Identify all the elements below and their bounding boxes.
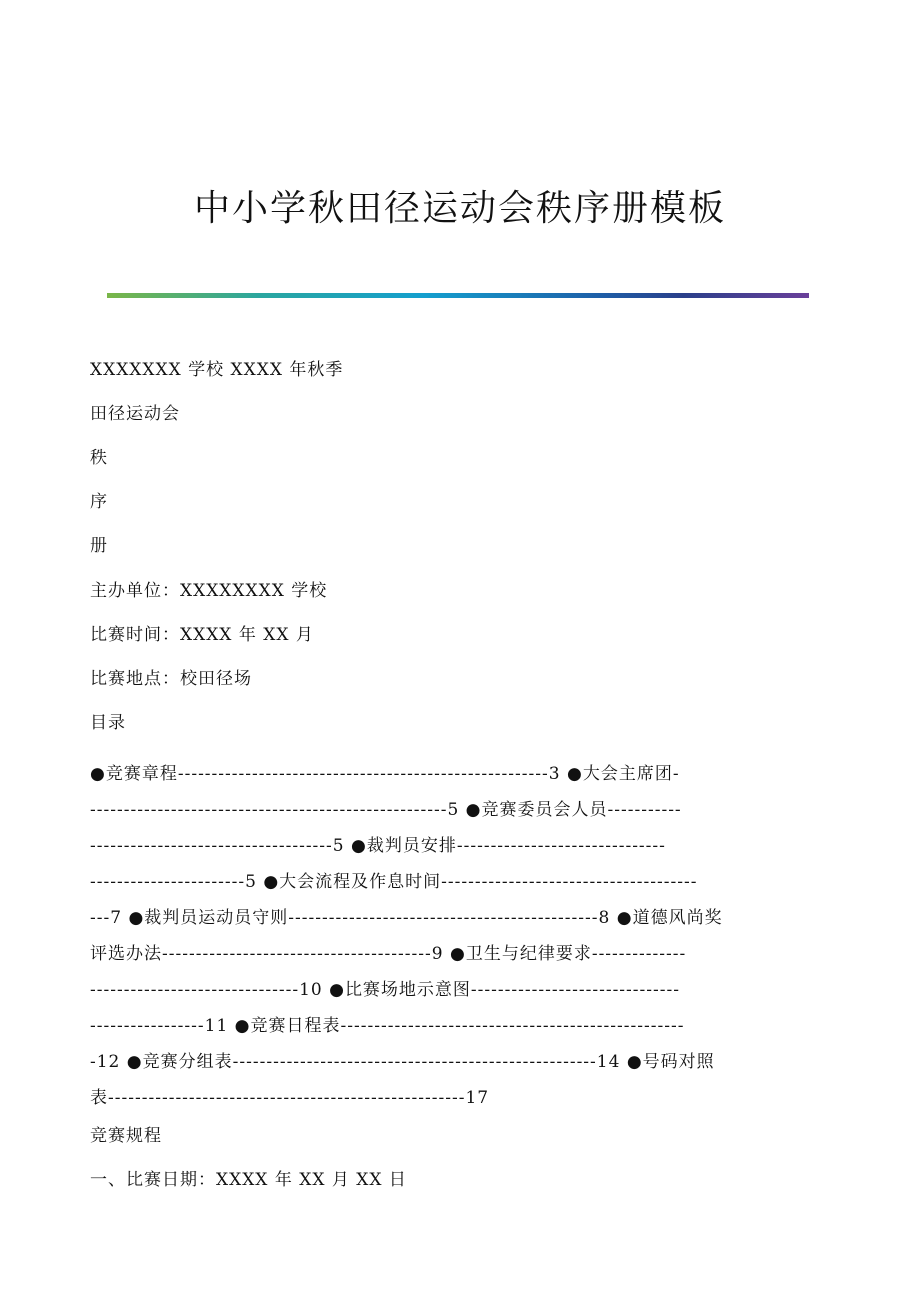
match-venue-line: 比赛地点：校田径场 (90, 669, 252, 689)
competition-date-line: 一、比赛日期：XXXX 年 XX 月 XX 日 (90, 1170, 407, 1190)
document-title: 中小学秋田径运动会秩序册模板 (193, 188, 726, 229)
toc-line: -12 ●竞赛分组表------------------------------------------------------14 ●号码对照 (90, 1052, 715, 1072)
section-heading: 竞赛规程 (90, 1126, 162, 1146)
toc-line: -----------------11 ●竞赛日程表--------------------------------------------------- (90, 1016, 685, 1036)
cover-char-ce: 册 (90, 536, 108, 556)
toc-line: ---7 ●裁判员运动员守则----------------------------------------------8 ●道德风尚奖 (90, 908, 723, 928)
table-of-contents (90, 756, 830, 1116)
title-divider (107, 293, 809, 298)
toc-heading: 目录 (90, 713, 126, 733)
toc-line: ●竞赛章程-------------------------------------------------------3 ●大会主席团- (90, 764, 680, 784)
toc-line: -----------------------------------------------------5 ●竞赛委员会人员----------- (90, 800, 682, 820)
school-season-line: XXXXXXX 学校 XXXX 年秋季 (90, 360, 344, 380)
cover-char-zhi: 秩 (90, 448, 108, 468)
match-time-line: 比赛时间：XXXX 年 XX 月 (90, 625, 314, 645)
toc-line: 表-----------------------------------------------------17 (90, 1088, 490, 1108)
toc-line: -------------------------------10 ●比赛场地示意图------------------------------- (90, 980, 681, 1000)
cover-char-xu: 序 (90, 492, 108, 512)
event-name-line: 田径运动会 (90, 404, 180, 424)
toc-line: 评选办法----------------------------------------9 ●卫生与纪律要求-------------- (90, 944, 687, 964)
toc-line: -----------------------5 ●大会流程及作息时间-------------------------------------- (90, 872, 698, 892)
toc-line: ------------------------------------5 ●裁判员安排------------------------------- (90, 836, 666, 856)
organizer-line: 主办单位：XXXXXXXX 学校 (90, 581, 328, 601)
